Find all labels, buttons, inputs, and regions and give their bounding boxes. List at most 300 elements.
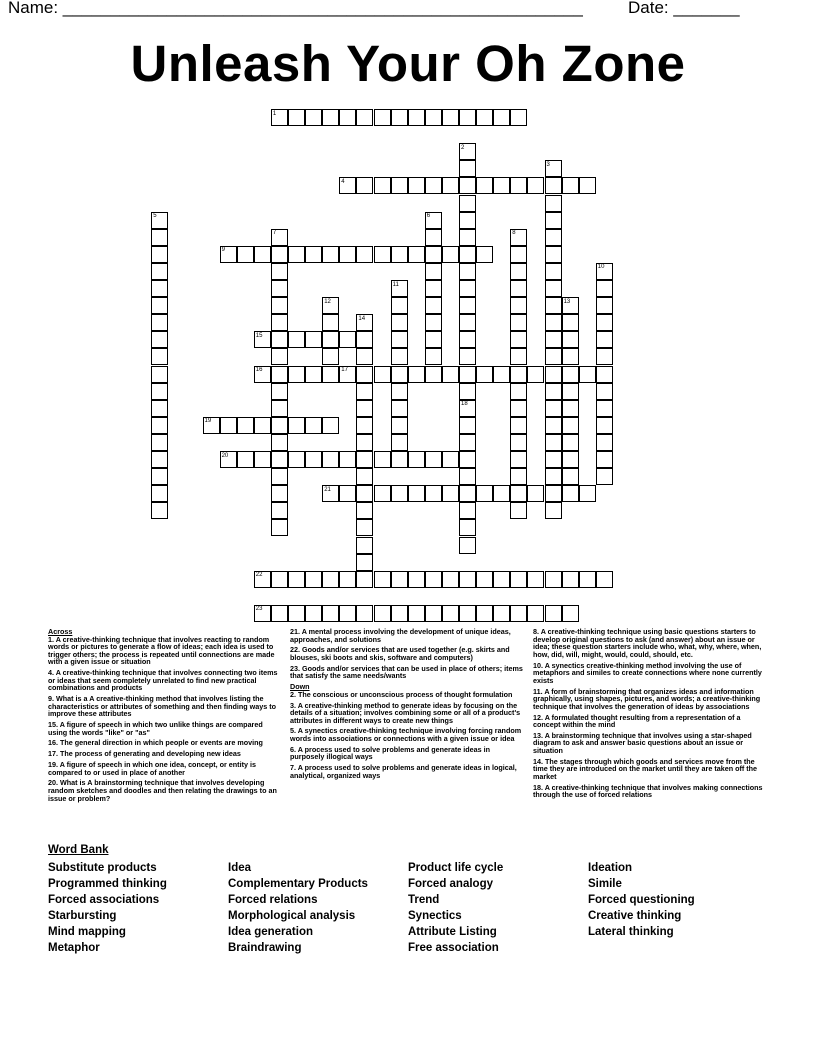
grid-cell[interactable] <box>562 451 579 468</box>
grid-cell[interactable] <box>442 366 459 383</box>
grid-cell[interactable] <box>271 314 288 331</box>
grid-cell[interactable] <box>579 177 596 194</box>
grid-cell[interactable] <box>459 383 476 400</box>
grid-cell[interactable] <box>493 605 510 622</box>
grid-cell[interactable] <box>562 331 579 348</box>
grid-cell[interactable] <box>459 451 476 468</box>
grid-cell[interactable] <box>562 348 579 365</box>
grid-cell[interactable] <box>596 348 613 365</box>
grid-cell[interactable] <box>271 519 288 536</box>
grid-cell[interactable] <box>391 314 408 331</box>
grid-cell[interactable] <box>493 571 510 588</box>
grid-cell[interactable] <box>579 366 596 383</box>
grid-cell[interactable] <box>425 280 442 297</box>
grid-cell[interactable] <box>425 246 442 263</box>
grid-cell[interactable] <box>476 605 493 622</box>
grid-cell[interactable] <box>510 502 527 519</box>
clue-num: 11 <box>533 686 541 696</box>
grid-cell[interactable] <box>271 383 288 400</box>
grid-cell[interactable] <box>425 451 442 468</box>
grid-cell[interactable] <box>356 571 373 588</box>
grid-cell[interactable] <box>374 451 391 468</box>
grid-cell[interactable] <box>459 331 476 348</box>
grid-cell[interactable] <box>459 519 476 536</box>
grid-cell[interactable] <box>510 297 527 314</box>
grid-cell[interactable] <box>305 331 322 348</box>
grid-cell[interactable] <box>151 451 168 468</box>
grid-cell[interactable] <box>596 400 613 417</box>
grid-cell[interactable] <box>356 519 373 536</box>
grid-cell[interactable] <box>459 537 476 554</box>
grid-cell[interactable] <box>271 331 288 348</box>
clue-num: 4 <box>48 668 52 678</box>
word-bank-item: Forced relations <box>228 894 318 906</box>
grid-cell[interactable] <box>151 400 168 417</box>
grid-cell[interactable] <box>271 571 288 588</box>
grid-cell[interactable] <box>459 485 476 502</box>
grid-cell[interactable] <box>151 468 168 485</box>
grid-cell[interactable] <box>425 177 442 194</box>
grid-cell[interactable] <box>459 314 476 331</box>
grid-cell[interactable] <box>408 246 425 263</box>
grid-cell[interactable] <box>391 109 408 126</box>
clue-num: 5 <box>290 726 294 736</box>
grid-cell[interactable] <box>510 177 527 194</box>
grid-cell[interactable] <box>596 331 613 348</box>
grid-cell[interactable] <box>493 177 510 194</box>
grid-cell[interactable] <box>151 348 168 365</box>
grid-cell[interactable] <box>545 383 562 400</box>
grid-cell[interactable] <box>271 605 288 622</box>
grid-cell[interactable] <box>510 263 527 280</box>
grid-cell[interactable] <box>271 434 288 451</box>
grid-cell[interactable] <box>545 229 562 246</box>
clue-text: The process of generating and developing new ideas <box>60 749 241 759</box>
grid-cell[interactable] <box>596 314 613 331</box>
across-clue: 4. A creative-thinking technique that involves connecting two items or ideas that seem completely unrelated to find new practical combinations and products <box>48 668 278 693</box>
grid-cell[interactable] <box>425 229 442 246</box>
grid-cell[interactable] <box>596 434 613 451</box>
grid-cell[interactable] <box>322 331 339 348</box>
grid-cell[interactable] <box>374 605 391 622</box>
down-clue: 5. A synectics creative-thinking technique involving forcing random words into associations or connections with a given issue or idea <box>290 726 522 744</box>
grid-cell[interactable] <box>391 177 408 194</box>
grid-cell[interactable] <box>562 383 579 400</box>
grid-cell[interactable] <box>339 485 356 502</box>
grid-cell[interactable] <box>151 485 168 502</box>
grid-cell[interactable] <box>408 485 425 502</box>
grid-cell[interactable] <box>459 177 476 194</box>
word-bank-item: Morphological analysis <box>228 910 356 922</box>
grid-cell[interactable] <box>459 605 476 622</box>
grid-cell[interactable] <box>459 348 476 365</box>
grid-cell[interactable] <box>271 348 288 365</box>
clue-number: 9 <box>221 247 225 254</box>
grid-cell[interactable] <box>391 383 408 400</box>
grid-cell[interactable] <box>356 246 373 263</box>
grid-cell[interactable] <box>305 366 322 383</box>
grid-cell[interactable] <box>254 417 271 434</box>
grid-cell[interactable] <box>527 605 544 622</box>
grid-cell[interactable] <box>288 366 305 383</box>
grid-cell[interactable] <box>527 485 544 502</box>
grid-cell[interactable] <box>391 451 408 468</box>
grid-cell[interactable] <box>545 280 562 297</box>
clue-num: 3 <box>290 700 294 710</box>
clue-text: A mental process involving the development of unique ideas, approaches, and solutions <box>290 627 511 644</box>
grid-cell[interactable] <box>545 263 562 280</box>
grid-cell[interactable] <box>339 331 356 348</box>
grid-cell[interactable] <box>151 366 168 383</box>
grid-cell[interactable] <box>510 468 527 485</box>
grid-cell[interactable] <box>391 605 408 622</box>
grid-cell[interactable] <box>510 280 527 297</box>
down-clue: 12. A formulated thought resulting from a representation of a concept within the mind <box>533 712 741 730</box>
grid-cell[interactable] <box>510 348 527 365</box>
grid-cell[interactable] <box>271 417 288 434</box>
grid-cell[interactable] <box>237 417 254 434</box>
grid-cell[interactable] <box>151 297 168 314</box>
grid-cell[interactable] <box>562 400 579 417</box>
grid-cell[interactable] <box>442 246 459 263</box>
grid-cell[interactable] <box>356 417 373 434</box>
grid-cell[interactable] <box>545 314 562 331</box>
grid-cell[interactable] <box>459 246 476 263</box>
grid-cell[interactable] <box>510 314 527 331</box>
grid-cell[interactable] <box>425 571 442 588</box>
grid-cell[interactable] <box>220 417 237 434</box>
grid-cell[interactable] <box>322 348 339 365</box>
grid-cell[interactable] <box>305 451 322 468</box>
grid-cell[interactable] <box>510 246 527 263</box>
grid-cell[interactable] <box>527 177 544 194</box>
clue-text: The conscious or unconscious process of thought formulation <box>298 689 513 699</box>
grid-cell[interactable] <box>322 109 339 126</box>
grid-cell[interactable] <box>391 297 408 314</box>
grid-cell[interactable] <box>339 571 356 588</box>
grid-cell[interactable] <box>527 571 544 588</box>
grid-cell[interactable] <box>356 485 373 502</box>
grid-cell[interactable] <box>562 571 579 588</box>
word-bank-item: Mind mapping <box>48 926 126 938</box>
grid-cell[interactable] <box>545 571 562 588</box>
grid-cell[interactable] <box>459 109 476 126</box>
grid-cell[interactable] <box>459 434 476 451</box>
grid-cell[interactable] <box>459 417 476 434</box>
grid-cell[interactable] <box>391 348 408 365</box>
grid-cell[interactable] <box>374 571 391 588</box>
grid-cell[interactable] <box>493 485 510 502</box>
grid-cell[interactable] <box>493 366 510 383</box>
clue-number: 19 <box>204 418 212 425</box>
grid-cell[interactable] <box>545 348 562 365</box>
grid-cell[interactable] <box>545 502 562 519</box>
grid-cell[interactable] <box>408 571 425 588</box>
grid-cell[interactable] <box>510 331 527 348</box>
clue-text: A figure of speech in which one idea, concept, or entity is compared to or used in place of another <box>48 760 256 777</box>
grid-cell[interactable] <box>510 366 527 383</box>
grid-cell[interactable] <box>356 383 373 400</box>
clue-num: 23 <box>290 663 298 673</box>
grid-cell[interactable] <box>271 451 288 468</box>
grid-cell[interactable] <box>459 297 476 314</box>
grid-cell[interactable] <box>339 605 356 622</box>
grid-cell[interactable] <box>356 331 373 348</box>
clue-text: A creative-thinking method to generate ideas by focusing on the details of a situation; involves combining some or all of a product's attributes in different ways to create new things <box>290 700 521 725</box>
grid-cell[interactable] <box>562 485 579 502</box>
grid-cell[interactable] <box>459 366 476 383</box>
grid-cell[interactable] <box>510 417 527 434</box>
grid-cell[interactable] <box>562 417 579 434</box>
grid-cell[interactable] <box>356 537 373 554</box>
clue-num: 17 <box>48 749 56 759</box>
grid-cell[interactable] <box>579 485 596 502</box>
grid-cell[interactable] <box>322 417 339 434</box>
grid-cell[interactable] <box>237 451 254 468</box>
grid-cell[interactable] <box>459 468 476 485</box>
grid-cell[interactable] <box>596 417 613 434</box>
grid-cell[interactable] <box>442 485 459 502</box>
clue-number: 20 <box>221 452 229 459</box>
grid-cell[interactable] <box>151 502 168 519</box>
grid-cell[interactable] <box>510 383 527 400</box>
grid-cell[interactable] <box>476 571 493 588</box>
grid-cell[interactable] <box>510 485 527 502</box>
grid-cell[interactable] <box>254 451 271 468</box>
grid-cell[interactable] <box>151 331 168 348</box>
grid-cell[interactable] <box>425 348 442 365</box>
grid-cell[interactable] <box>408 451 425 468</box>
grid-cell[interactable] <box>425 331 442 348</box>
grid-cell[interactable] <box>356 554 373 571</box>
grid-cell[interactable] <box>151 246 168 263</box>
grid-cell[interactable] <box>391 417 408 434</box>
grid-cell[interactable] <box>391 246 408 263</box>
grid-cell[interactable] <box>271 366 288 383</box>
grid-cell[interactable] <box>596 366 613 383</box>
grid-cell[interactable] <box>322 451 339 468</box>
grid-cell[interactable] <box>271 297 288 314</box>
grid-cell[interactable] <box>271 468 288 485</box>
grid-cell[interactable] <box>442 605 459 622</box>
grid-cell[interactable] <box>288 605 305 622</box>
grid-cell[interactable] <box>305 571 322 588</box>
grid-cell[interactable] <box>442 571 459 588</box>
grid-cell[interactable] <box>459 160 476 177</box>
grid-cell[interactable] <box>305 605 322 622</box>
clue-section-title: Across <box>48 627 73 636</box>
grid-cell[interactable] <box>374 109 391 126</box>
across-clue: 21. A mental process involving the development of unique ideas, approaches, and solutions <box>290 627 511 644</box>
grid-cell[interactable] <box>391 485 408 502</box>
grid-cell[interactable] <box>271 280 288 297</box>
down-clue: 11. A form of brainstorming that organizes ideas and information graphically, using shapes, pictures, and words; a creative-thinking technique that involves the generation of ideas by associations <box>533 686 761 711</box>
grid-cell[interactable] <box>425 314 442 331</box>
grid-cell[interactable] <box>442 109 459 126</box>
grid-cell[interactable] <box>596 280 613 297</box>
grid-cell[interactable] <box>562 605 579 622</box>
grid-cell[interactable] <box>391 366 408 383</box>
name-line: _______________________________________________________ <box>62 0 583 17</box>
grid-cell[interactable] <box>545 434 562 451</box>
grid-cell[interactable] <box>151 229 168 246</box>
grid-cell[interactable] <box>305 109 322 126</box>
grid-cell[interactable] <box>459 280 476 297</box>
grid-cell[interactable] <box>510 451 527 468</box>
grid-cell[interactable] <box>596 451 613 468</box>
grid-cell[interactable] <box>425 485 442 502</box>
grid-cell[interactable] <box>545 212 562 229</box>
grid-cell[interactable] <box>356 468 373 485</box>
grid-cell[interactable] <box>356 605 373 622</box>
grid-cell[interactable] <box>442 177 459 194</box>
grid-cell[interactable] <box>425 297 442 314</box>
grid-cell[interactable] <box>288 246 305 263</box>
grid-cell[interactable] <box>476 246 493 263</box>
grid-cell[interactable] <box>151 417 168 434</box>
grid-cell[interactable] <box>510 605 527 622</box>
grid-cell[interactable] <box>425 109 442 126</box>
grid-cell[interactable] <box>356 400 373 417</box>
grid-cell[interactable] <box>425 263 442 280</box>
grid-cell[interactable] <box>510 571 527 588</box>
grid-cell[interactable] <box>510 109 527 126</box>
clue-number: 3 <box>546 161 550 168</box>
grid-cell[interactable] <box>425 605 442 622</box>
grid-cell[interactable] <box>322 366 339 383</box>
grid-cell[interactable] <box>510 434 527 451</box>
grid-cell[interactable] <box>151 314 168 331</box>
grid-cell[interactable] <box>545 331 562 348</box>
grid-cell[interactable] <box>391 331 408 348</box>
grid-cell[interactable] <box>562 314 579 331</box>
grid-cell[interactable] <box>527 366 544 383</box>
grid-cell[interactable] <box>476 177 493 194</box>
grid-cell[interactable] <box>596 297 613 314</box>
grid-cell[interactable] <box>271 246 288 263</box>
grid-cell[interactable] <box>562 177 579 194</box>
grid-cell[interactable] <box>545 417 562 434</box>
grid-cell[interactable] <box>408 177 425 194</box>
grid-cell[interactable] <box>151 434 168 451</box>
grid-cell[interactable] <box>374 177 391 194</box>
grid-cell[interactable] <box>374 485 391 502</box>
grid-cell[interactable] <box>459 571 476 588</box>
grid-cell[interactable] <box>356 366 373 383</box>
grid-cell[interactable] <box>151 280 168 297</box>
grid-cell[interactable] <box>374 366 391 383</box>
grid-cell[interactable] <box>356 451 373 468</box>
grid-cell[interactable] <box>305 417 322 434</box>
grid-cell[interactable] <box>545 195 562 212</box>
grid-cell[interactable] <box>459 212 476 229</box>
grid-cell[interactable] <box>322 246 339 263</box>
grid-cell[interactable] <box>322 314 339 331</box>
grid-cell[interactable] <box>374 246 391 263</box>
grid-cell[interactable] <box>545 246 562 263</box>
grid-cell[interactable] <box>545 400 562 417</box>
grid-cell[interactable] <box>339 451 356 468</box>
grid-cell[interactable] <box>476 366 493 383</box>
grid-cell[interactable] <box>288 417 305 434</box>
grid-cell[interactable] <box>510 400 527 417</box>
grid-cell[interactable] <box>322 571 339 588</box>
grid-cell[interactable] <box>459 229 476 246</box>
grid-cell[interactable] <box>391 434 408 451</box>
grid-cell[interactable] <box>151 263 168 280</box>
grid-cell[interactable] <box>408 109 425 126</box>
grid-cell[interactable] <box>305 246 322 263</box>
grid-cell[interactable] <box>459 195 476 212</box>
grid-cell[interactable] <box>356 502 373 519</box>
grid-cell[interactable] <box>459 502 476 519</box>
grid-cell[interactable] <box>545 605 562 622</box>
grid-cell[interactable] <box>288 109 305 126</box>
grid-cell[interactable] <box>151 383 168 400</box>
clue-number: 6 <box>426 213 431 220</box>
grid-cell[interactable] <box>596 468 613 485</box>
grid-cell[interactable] <box>545 451 562 468</box>
grid-cell[interactable] <box>408 605 425 622</box>
grid-cell[interactable] <box>408 366 425 383</box>
grid-cell[interactable] <box>288 331 305 348</box>
grid-cell[interactable] <box>271 485 288 502</box>
clue-text: A process used to solve problems and generate ideas in purposely illogical ways <box>290 744 490 762</box>
clue-num: 8 <box>533 627 537 636</box>
across-clue: 15. A figure of speech in which two unlike things are compared using the words "like" or "as" <box>48 720 263 737</box>
grid-cell[interactable] <box>545 485 562 502</box>
grid-cell[interactable] <box>562 468 579 485</box>
word-bank-item: Ideation <box>588 862 633 874</box>
grid-cell[interactable] <box>545 177 562 194</box>
grid-cell[interactable] <box>476 109 493 126</box>
grid-cell[interactable] <box>476 485 493 502</box>
grid-cell[interactable] <box>425 366 442 383</box>
grid-cell[interactable] <box>596 383 613 400</box>
grid-cell[interactable] <box>391 400 408 417</box>
grid-cell[interactable] <box>442 451 459 468</box>
grid-cell[interactable] <box>288 451 305 468</box>
grid-cell[interactable] <box>356 177 373 194</box>
grid-cell[interactable] <box>288 571 305 588</box>
grid-cell[interactable] <box>391 571 408 588</box>
grid-cell[interactable] <box>254 246 271 263</box>
grid-cell[interactable] <box>339 109 356 126</box>
grid-cell[interactable] <box>271 263 288 280</box>
grid-cell[interactable] <box>339 246 356 263</box>
clue-num: 18 <box>533 782 541 792</box>
grid-cell[interactable] <box>459 263 476 280</box>
grid-cell[interactable] <box>356 109 373 126</box>
grid-cell[interactable] <box>237 246 254 263</box>
grid-cell[interactable] <box>493 109 510 126</box>
grid-cell[interactable] <box>322 605 339 622</box>
grid-cell[interactable] <box>545 468 562 485</box>
word-bank-item: Starbursting <box>48 910 117 922</box>
grid-cell[interactable] <box>562 434 579 451</box>
grid-cell[interactable] <box>271 502 288 519</box>
grid-cell[interactable] <box>271 400 288 417</box>
grid-cell[interactable] <box>596 571 613 588</box>
grid-cell[interactable] <box>545 297 562 314</box>
grid-cell[interactable] <box>356 434 373 451</box>
grid-cell[interactable] <box>356 348 373 365</box>
grid-cell[interactable] <box>545 366 562 383</box>
grid-cell[interactable] <box>562 366 579 383</box>
grid-cell[interactable] <box>579 571 596 588</box>
clue-number: 2 <box>461 144 465 151</box>
word-bank-item: Attribute Listing <box>408 926 497 938</box>
